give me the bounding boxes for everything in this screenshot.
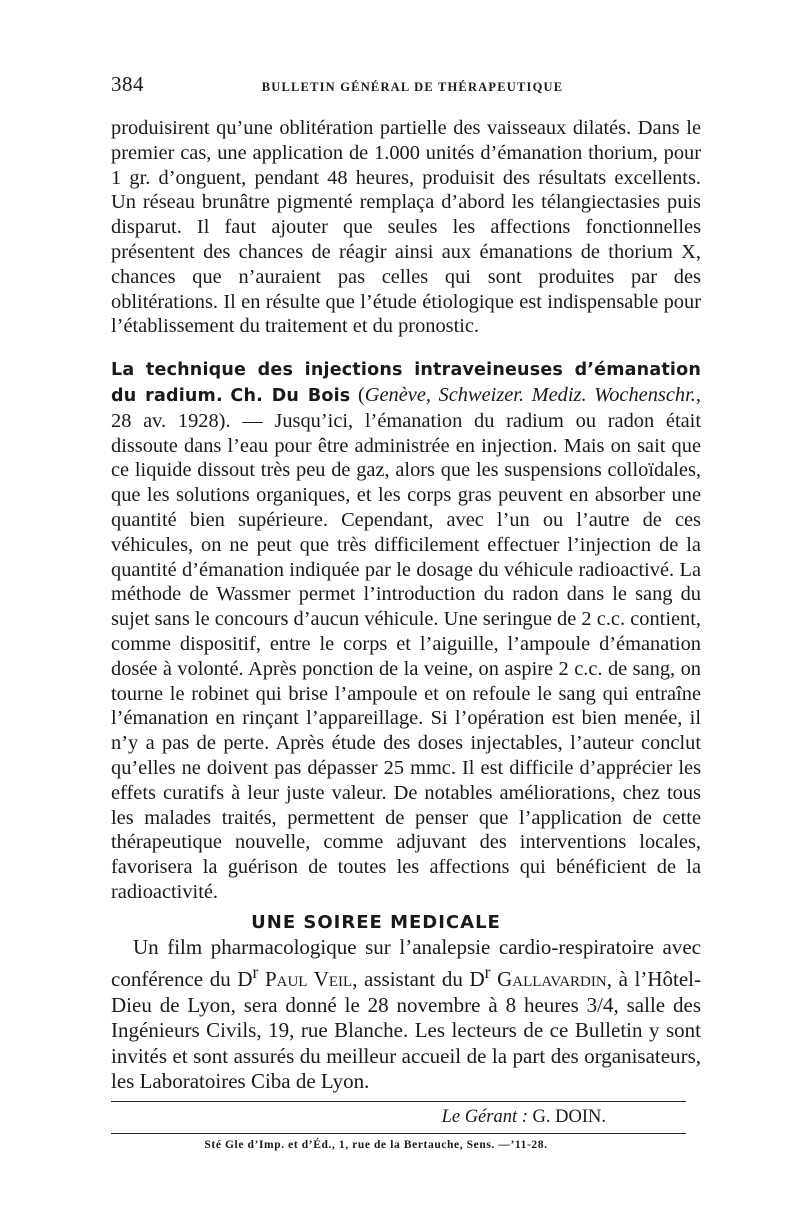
dr-superscript-2: r xyxy=(484,962,491,983)
page-header xyxy=(111,72,701,102)
article-title: La technique des injections intraveineuses d’émanation du radium. xyxy=(111,360,701,406)
speaker-name: Paul Veil xyxy=(264,967,353,992)
announcement-text-end: , à l’Hôtel-Dieu de Lyon, sera donné le 28 novembre à 8 heures 3/4, salle des Ingénieurs Civils, 19, rue Blanche. Les lecteurs de ce Bulletin y sont invités et sont assurés du meilleur accueil de la part des organisateurs, les Laboratoires Ciba de Lyon. xyxy=(111,967,702,1094)
article-body: — Jusqu’ici, l’émanation du radium ou radon était dissoute dans l’eau pour être administrée en injection. Mais on sait que ce liquide dissout très peu de gaz, alors que les suspensions colloïdales, que les solutions organiques, et les corps gras peuvent en absorber une quantité bien supérieure. Cependant, avec l’un ou l’autre de ces véhicules, on ne peut que très difficilement effectuer l’injection de la quantité d’émanation indiquée par le dosage du véhicule radioactivé. La méthode de Wassmer permet l’introduction du radon dans le sang du sujet sans le concours d’aucun véhicule. Une seringue de 2 c.c. contient, comme dispositif, entre le corps et l’aiguille, l’ampoule d’émanation dosée à volonté. Après ponction de la veine, on aspire 2 c.c. de sang, on tourne le robinet qui brise l’ampoule et on refoule le sang qui entraîne l’émanation en rinçant l’appareillage. Si l’opération est bien menée, il n’y a pas de perte. Après étude des doses injectables, l’auteur conclut qu’elles ne doivent pas dépasser 25 mmc. Il est difficile d’apprécier les effets curatifs à leur juste valeur. De notables améliorations, chez tous les malades traités, permettent de penser que l’application de cette thérapeutique nouvelle, comme adjuvant des interventions locales, favorisera la guérison de toutes les affections qui bénéficient de la radioactivité. xyxy=(111,409,702,903)
dr-superscript: r xyxy=(252,962,259,983)
running-head: BULLETIN GÉNÉRAL DE THÉRAPEUTIQUE xyxy=(261,80,564,94)
gerant-label: Le Gérant : xyxy=(441,1106,528,1127)
citation-date: , 28 av. 1928). xyxy=(111,383,701,432)
gerant-name: G. DOIN. xyxy=(532,1106,606,1127)
section-title: UNE SOIREE MEDICALE xyxy=(251,911,501,933)
gerant-line xyxy=(111,1104,701,1130)
article-radium-injections xyxy=(111,357,701,905)
announcement-text-start: Un film pharmacologique sur l’analepsie cardio-respiratoire avec conférence du D xyxy=(111,934,701,992)
footer-rule-top xyxy=(111,1101,686,1102)
page-number: 384 xyxy=(111,72,144,96)
page xyxy=(111,72,701,1156)
citation-open: ( xyxy=(357,383,365,406)
citation-source: Genève, Schweizer. Mediz. Wochenschr. xyxy=(364,383,696,406)
paragraph-continuation: produisirent qu’une oblitération partielle des vaisseaux dilatés. Dans le premier cas, une application de 1.000 unités d’émanation thorium, pour 1 gr. d’onguent, pendant 48 heures, produisit des résultats excellents. Un réseau brunâtre pigmenté remplaça d’abord les télangiectasies puis disparut. Il faut ajouter que seules les affections fonctionnelles présentent des chances de réagir ainsi aux émanations de thorium X, chances que n’auraient pas celles qui sont produites par des oblitérations. Il en résulte que l’étude étiologique est indispensable pour l’établissement du traitement et du pronostic. xyxy=(111,117,701,338)
announcement-paragraph xyxy=(111,935,701,1095)
supervisor-name: Gallavardin xyxy=(497,967,607,992)
article-author: Ch. Du Bois xyxy=(230,385,351,406)
announcement-text-middle: , assistant du D xyxy=(352,967,485,992)
printer-imprint: Sté Gle d’Imp. et d’Éd., 1, rue de la Bertauche, Sens. —’11-28. xyxy=(204,1138,548,1151)
